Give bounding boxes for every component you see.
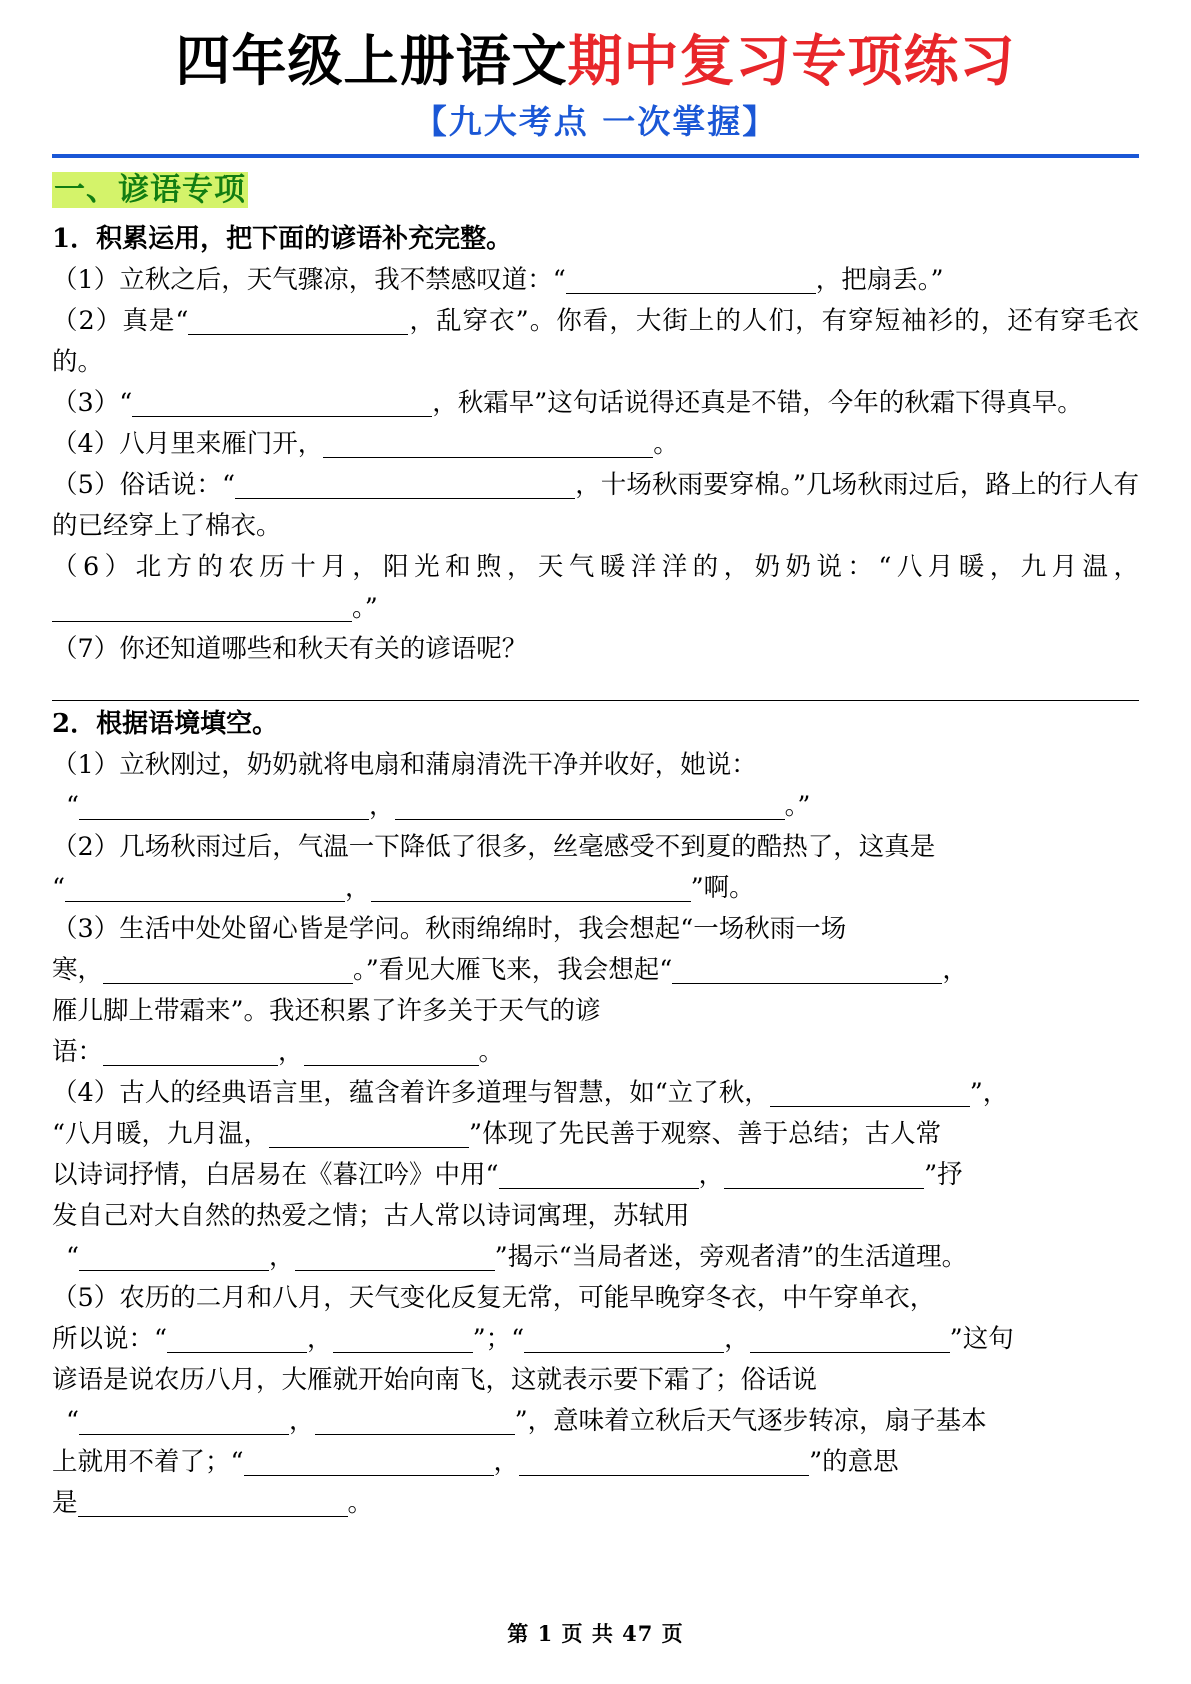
- blank-line[interactable]: [78, 1489, 348, 1517]
- q2-item-4-text-g: 发自己对大自然的热爱之情；古人常以诗词寓理，苏轼用: [52, 1201, 690, 1231]
- blank-line[interactable]: [672, 956, 942, 984]
- blank-line[interactable]: [79, 1407, 289, 1435]
- q2-item-4-comma-2: ，: [269, 1242, 295, 1272]
- q1-item-6-text-b: 。”: [352, 593, 378, 623]
- q2-item-5-text-d: ”这句: [949, 1324, 1014, 1354]
- q2-item-3-text-d: 雁儿脚上带霜来”。我还积累了许多关于天气的谚: [52, 996, 601, 1026]
- blank-line[interactable]: [235, 471, 575, 499]
- q2-item-1-quote-close: 。”: [784, 791, 811, 821]
- q2-item-5-comma-4: ，: [493, 1447, 520, 1477]
- blank-line[interactable]: [79, 792, 369, 820]
- q1-item-5: [52, 465, 1139, 547]
- q2-item-2: [52, 827, 1139, 868]
- q2-item-3-text-a: （3）生活中处处留心皆是学问。秋雨绵绵时，我会想起“一场秋雨一场: [52, 914, 847, 944]
- blank-line[interactable]: [750, 1325, 950, 1353]
- section-heading-text: 一、谚语专项: [54, 172, 246, 208]
- blank-line[interactable]: [132, 389, 432, 417]
- blank-line[interactable]: [295, 1243, 495, 1271]
- q2-item-3-text-b: 寒，: [52, 955, 104, 985]
- q2-item-4-line2: [52, 1114, 1139, 1155]
- blank-line[interactable]: [167, 1325, 307, 1353]
- q2-item-2-quote-open: “: [52, 873, 66, 903]
- q2-item-4: [52, 1073, 1139, 1114]
- q2-item-5-line4: [52, 1401, 1139, 1442]
- q2-item-5-line6: [52, 1483, 1139, 1524]
- q2-item-4-text-d: ”体现了先民善于观察、善于总结；古人常: [469, 1119, 942, 1149]
- blank-line[interactable]: [333, 1325, 473, 1353]
- q2-item-1: [52, 745, 1139, 786]
- q2-item-3-text-e: 语：: [52, 1037, 104, 1067]
- title-divider: [52, 154, 1139, 158]
- q2-item-1-line2: [52, 786, 1139, 827]
- q1-item-2: [52, 301, 1139, 383]
- q2-item-5-text-i: 是: [52, 1488, 78, 1518]
- q2-item-5-text-b: 所以说：“: [52, 1324, 168, 1354]
- q2-item-2-comma: ，: [345, 873, 371, 903]
- q2-item-4-comma: ，: [698, 1160, 725, 1190]
- q2-item-5-quote-open: “: [66, 1406, 80, 1436]
- section-heading: [52, 168, 1139, 212]
- q2-item-4-text-h: ”揭示“当局者迷，旁观者清”的生活道理。: [494, 1242, 968, 1272]
- page-subtitle: 【九大考点 一次掌握】: [413, 102, 778, 141]
- q2-item-4-text-a: （4）古人的经典语言里，蕴含着许多道理与智慧，如“立了秋，: [52, 1078, 770, 1108]
- q1-item-1-text-a: （1）立秋之后，天气骤凉，我不禁感叹道：“: [52, 265, 566, 295]
- title-black-part: 四年级上册语文: [175, 28, 568, 93]
- q2-item-5-line5: [52, 1442, 1139, 1483]
- blank-line[interactable]: [371, 874, 691, 902]
- blank-line[interactable]: [65, 874, 345, 902]
- q2-item-4-text-b: ”，: [969, 1078, 1009, 1108]
- q2-item-5-text-a: （5）农历的二月和八月，天气变化反复无常，可能早晚穿冬衣，中午穿单衣，: [52, 1283, 936, 1313]
- q1-item-2-text-a: （2）真是“: [52, 306, 189, 336]
- q2-item-1-comma: ，: [369, 791, 395, 821]
- q2-item-4-line4: [52, 1196, 1139, 1237]
- q1-item-7-text: （7）你还知道哪些和秋天有关的谚语呢？: [52, 634, 528, 664]
- blank-line[interactable]: [315, 1407, 515, 1435]
- q1-item-7: [52, 629, 1139, 670]
- blank-line[interactable]: [519, 1448, 809, 1476]
- blank-line[interactable]: [770, 1079, 970, 1107]
- q1-item-5-text-a: （5）俗话说：“: [52, 470, 236, 500]
- q2-item-4-line3: [52, 1155, 1139, 1196]
- q1-item-6-text-a: （6）北方的农历十月，阳光和煦，天气暖洋洋的，奶奶说：“八月暖，九月温，: [52, 552, 1139, 582]
- q2-item-3-period: 。: [478, 1037, 505, 1067]
- blank-line[interactable]: [395, 792, 785, 820]
- q1-item-2-text-b: ，乱穿衣”。你看，大街上的人们，有穿短袖衫的，还有穿毛衣的。: [52, 306, 1139, 377]
- q1-item-1: [52, 260, 1139, 301]
- question-1-heading: 1．积累运用，把下面的谚语补充完整。: [52, 224, 513, 254]
- blank-line[interactable]: [244, 1448, 494, 1476]
- q2-item-5-text-c: ”；“: [472, 1324, 525, 1354]
- q2-item-3-comma-2: ，: [278, 1037, 304, 1067]
- q2-item-5-line2: [52, 1319, 1139, 1360]
- page-footer: 第 1 页 共 47 页: [507, 1621, 684, 1646]
- q2-item-3-text-c: 。”看见大雁飞来，我会想起“: [353, 955, 673, 985]
- blank-line[interactable]: [566, 266, 816, 294]
- q2-item-4-text-c: “八月暖，九月温，: [52, 1119, 270, 1149]
- q2-item-3-line3: [52, 991, 1139, 1032]
- q2-item-3-line4: [52, 1032, 1139, 1073]
- q1-item-3: [52, 383, 1139, 424]
- q2-item-5-text-g: 上就用不着了；“: [52, 1447, 244, 1477]
- q2-item-1-text-a: （1）立秋刚过，奶奶就将电扇和蒲扇清洗干净并收好，她说：: [52, 750, 757, 780]
- q2-item-4-quote-open: “: [66, 1242, 80, 1272]
- q2-item-1-quote-open: “: [66, 791, 80, 821]
- q2-item-5-text-f: ”，意味着立秋后天气逐步转凉，扇子基本: [514, 1406, 987, 1436]
- q2-item-3: [52, 909, 1139, 950]
- blank-line[interactable]: [724, 1161, 924, 1189]
- blank-line[interactable]: [499, 1161, 699, 1189]
- q1-item-4: [52, 424, 1139, 465]
- q2-item-3-line2: [52, 950, 1139, 991]
- q1-item-5-text-b: ，十场秋雨要穿棉。”几场秋雨过后，路上的行人有的已经穿上了棉衣。: [52, 470, 1140, 541]
- q2-item-5-period: 。: [347, 1488, 374, 1518]
- q2-item-5-comma-3: ，: [289, 1406, 315, 1436]
- q2-item-2-text-b: ”啊。: [690, 873, 755, 903]
- q1-item-1-text-b: ，把扇丢。”: [815, 265, 944, 295]
- q2-item-5-comma: ，: [307, 1324, 333, 1354]
- q1-item-6: [52, 547, 1139, 629]
- blank-line[interactable]: [323, 430, 653, 458]
- q2-item-5: [52, 1278, 1139, 1319]
- q2-item-5-text-h: ”的意思: [809, 1447, 899, 1477]
- q2-item-2-text-a: （2）几场秋雨过后，气温一下降低了很多，丝毫感受不到夏的酷热了，这真是: [52, 832, 936, 862]
- q2-item-5-comma-2: ，: [724, 1324, 750, 1354]
- q1-item-4-text-a: （4）八月里来雁门开，: [52, 429, 324, 459]
- blank-line[interactable]: [103, 1038, 278, 1066]
- blank-line[interactable]: [269, 1120, 469, 1148]
- q1-item-3-text-a: （3）“: [52, 388, 133, 418]
- q2-item-4-text-e: 以诗词抒情，白居易在《暮江吟》中用“: [52, 1160, 499, 1190]
- q2-item-5-text-e: 谚语是说农历八月，大雁就开始向南飞，这就表示要下霜了；俗话说: [52, 1365, 818, 1395]
- page-title: [52, 26, 1139, 96]
- q2-item-2-line2: [52, 868, 1139, 909]
- q2-item-4-line5: [52, 1237, 1139, 1278]
- q2-item-3-comma: ，: [942, 955, 968, 985]
- q1-item-4-text-b: 。: [653, 429, 679, 459]
- question-2-heading: 2．根据语境填空。: [52, 709, 279, 739]
- blank-line[interactable]: [52, 594, 352, 622]
- blank-line[interactable]: [103, 956, 353, 984]
- blank-line[interactable]: [188, 307, 408, 335]
- blank-line[interactable]: [79, 1243, 269, 1271]
- q1-item-3-text-b: ，秋霜早”这句话说得还真是不错，今年的秋霜下得真早。: [432, 388, 1083, 418]
- q2-item-4-text-f: ”抒: [924, 1160, 963, 1190]
- blank-line[interactable]: [524, 1325, 724, 1353]
- blank-line[interactable]: [304, 1038, 479, 1066]
- blank-line-full[interactable]: [52, 670, 1139, 701]
- q2-item-5-line3: [52, 1360, 1139, 1401]
- title-red-part: 期中复习专项练习: [567, 28, 1016, 93]
